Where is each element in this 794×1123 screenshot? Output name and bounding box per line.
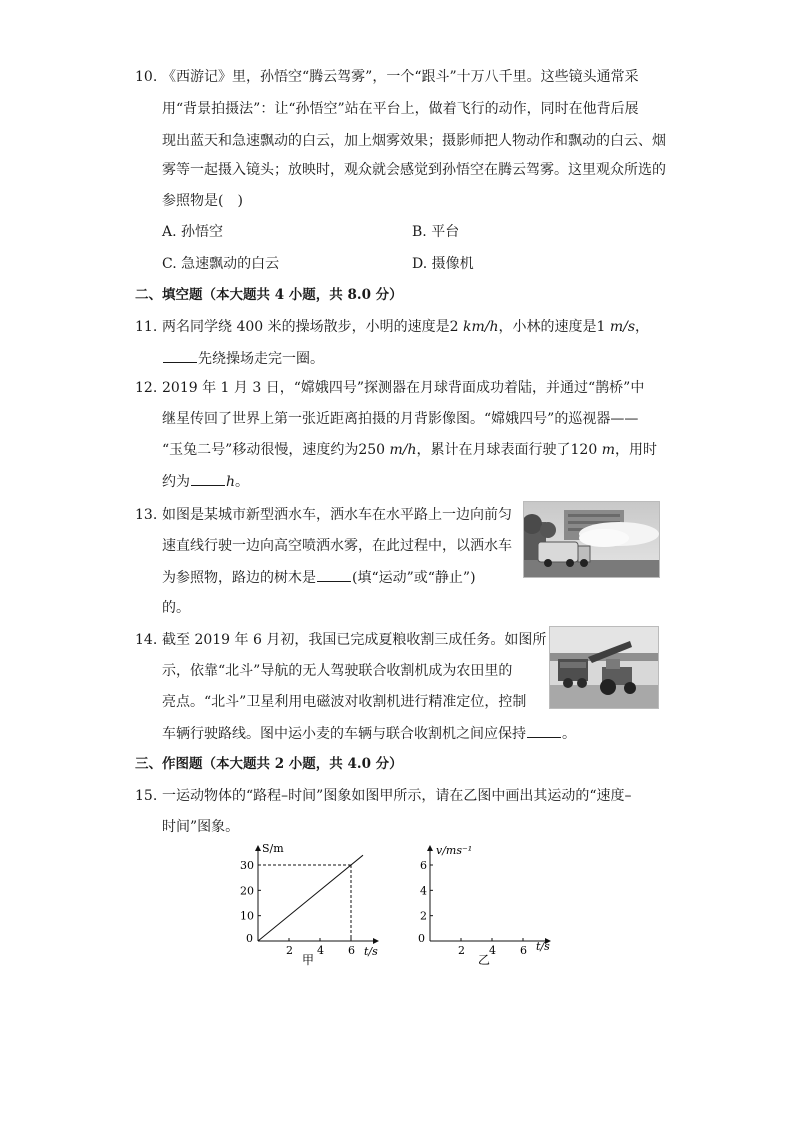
q11-line-2 [162, 348, 324, 369]
axes [427, 845, 551, 944]
q13-line-4: 的。 [162, 600, 190, 616]
chart-title: 甲 [302, 953, 315, 967]
q12-line-1: 2019 年 1 月 3 日，“嫦娥四号”探测器在月球背面成功着陆，并通过“鹊桥”中 [162, 380, 645, 396]
q12-unit-h: h [226, 474, 236, 490]
q15-line-2: 时间”图象。 [162, 819, 240, 835]
x-tick-label: 6 [520, 944, 527, 957]
x-tick-label: 0 [246, 932, 253, 945]
q13-text-b: (填“运动”或“静止”) [352, 570, 476, 586]
q12-line-4 [162, 471, 249, 492]
q12-text-b: ，累计在月球表面行驶了120 [416, 442, 602, 458]
q12-line-2: 继星传回了世界上第一张近距离拍摄的月背影像图。“嫦娥四号”的巡视器—— [162, 411, 639, 427]
x-tick-label: 6 [348, 944, 355, 957]
y-axis-label: v/ms⁻¹ [436, 844, 473, 857]
x-axis-arrow [373, 938, 379, 944]
sprinkler-truck-photo [523, 501, 660, 578]
q13-line-2: 速直线行驶一边向高空喷洒水雾，在此过程中，以洒水车 [162, 538, 512, 554]
q12-number: 12. [135, 380, 158, 396]
q12-answer-blank[interactable] [191, 471, 225, 486]
chart-velocity-time [412, 840, 562, 968]
chart-distance-time [240, 840, 390, 968]
q14-text-b: 。 [562, 726, 576, 742]
series-line [258, 855, 363, 941]
x-axis-label: t/s [536, 940, 550, 953]
q14-text-a: 车辆行驶路线。图中运小麦的车辆与联合收割机之间应保持 [162, 726, 526, 742]
q11-text-a: 两名同学绕 400 米的操场散步，小明的速度是2 [162, 319, 463, 335]
y-tick-label: 2 [420, 909, 427, 923]
q15-line-1: 一运动物体的“路程–时间”图象如图甲所示，请在乙图中画出其运动的“速度– [162, 788, 632, 804]
section-drawing-heading: 三、作图题（本大题共 2 小题，共 4.0 分） [135, 756, 403, 772]
q14-line-3: 亮点。“北斗”卫星利用电磁波对收割机进行精准定位，控制 [162, 694, 527, 710]
y-tick-label: 10 [240, 909, 254, 923]
q11-text-b: ，小林的速度是1 [498, 319, 610, 335]
q14-number: 14. [135, 632, 158, 648]
x-tick-label: 4 [489, 944, 496, 957]
chart-title: 乙 [478, 953, 491, 967]
q11-number: 11. [135, 319, 158, 335]
x-tick-label: 2 [286, 944, 293, 957]
q15-number: 15. [135, 788, 158, 804]
x-tick-label: 4 [317, 944, 324, 957]
q11-text-2: 先绕操场走完一圈。 [198, 351, 324, 367]
y-axis-label: S/m [262, 842, 284, 855]
q14-answer-blank[interactable] [527, 723, 561, 738]
q13-answer-blank[interactable] [317, 567, 351, 582]
q10-option-a[interactable]: A. 孙悟空 [162, 224, 224, 240]
q12-unit-m: m [601, 442, 615, 458]
y-tick-label: 20 [240, 884, 254, 898]
q10-line-5: 参照物是( ) [162, 193, 243, 209]
q13-number: 13. [135, 507, 158, 523]
q11-unit-kmh: km/h [462, 319, 499, 335]
q11-answer-blank[interactable] [163, 348, 197, 363]
y-tick-label: 30 [240, 859, 254, 872]
q10-line-1: 《西游记》里，孙悟空“腾云驾雾”，一个“跟斗”十万八千里。这些镜头通常采 [162, 69, 639, 85]
q10-option-d[interactable]: D. 摄像机 [412, 256, 474, 272]
q10-line-4: 雾等一起摄入镜头；放映时，观众就会感觉到孙悟空在腾云驾雾。这里观众所选的 [162, 162, 666, 178]
q12-unit-mh: m/h [389, 442, 417, 458]
q12-text-e: 。 [235, 474, 250, 490]
q10-line-2: 用“背景拍摄法”：让“孙悟空”站在平台上，做着飞行的动作，同时在他背后展 [162, 101, 639, 117]
q13-text-a: 为参照物，路边的树木是 [162, 570, 316, 586]
q14-line-1: 截至 2019 年 6 月初，我国已完成夏粮收割三成任务。如图所 [162, 632, 547, 648]
q14-line-2: 示，依靠“北斗”导航的无人驾驶联合收割机成为农田里的 [162, 663, 513, 679]
q13-line-3 [162, 567, 476, 588]
q10-option-c[interactable]: C. 急速飘动的白云 [162, 256, 280, 272]
q12-text-d: 约为 [162, 474, 190, 490]
q11-unit-ms: m/s [609, 319, 636, 335]
q10-line-3: 现出蓝天和急速飘动的白云，加上烟雾效果；摄影师把人物动作和飘动的白云、烟 [162, 133, 666, 149]
q12-line-3 [162, 440, 657, 460]
q10-option-b[interactable]: B. 平台 [412, 224, 460, 240]
section-fill-in-heading: 二、填空题（本大题共 4 小题，共 8.0 分） [135, 287, 403, 303]
x-tick-label: 0 [418, 932, 425, 945]
q11-line-1 [162, 317, 649, 337]
q12-text-a: “玉兔二号”移动很慢，速度约为250 [162, 442, 390, 458]
q13-line-1: 如图是某城市新型洒水车，洒水车在水平路上一边向前匀 [162, 507, 512, 523]
y-axis-arrow [255, 845, 261, 851]
q12-text-c: ，用时 [614, 442, 657, 458]
y-axis-arrow [427, 845, 433, 851]
y-tick-label: 6 [420, 859, 427, 872]
harvester-photo [549, 626, 659, 709]
q10-number: 10. [135, 69, 158, 85]
axes [255, 845, 379, 944]
y-tick-label: 4 [420, 884, 427, 898]
q14-line-4 [162, 723, 576, 744]
x-tick-label: 2 [458, 944, 465, 957]
x-axis-label: t/s [364, 945, 378, 958]
q11-text-c: ， [635, 319, 650, 335]
